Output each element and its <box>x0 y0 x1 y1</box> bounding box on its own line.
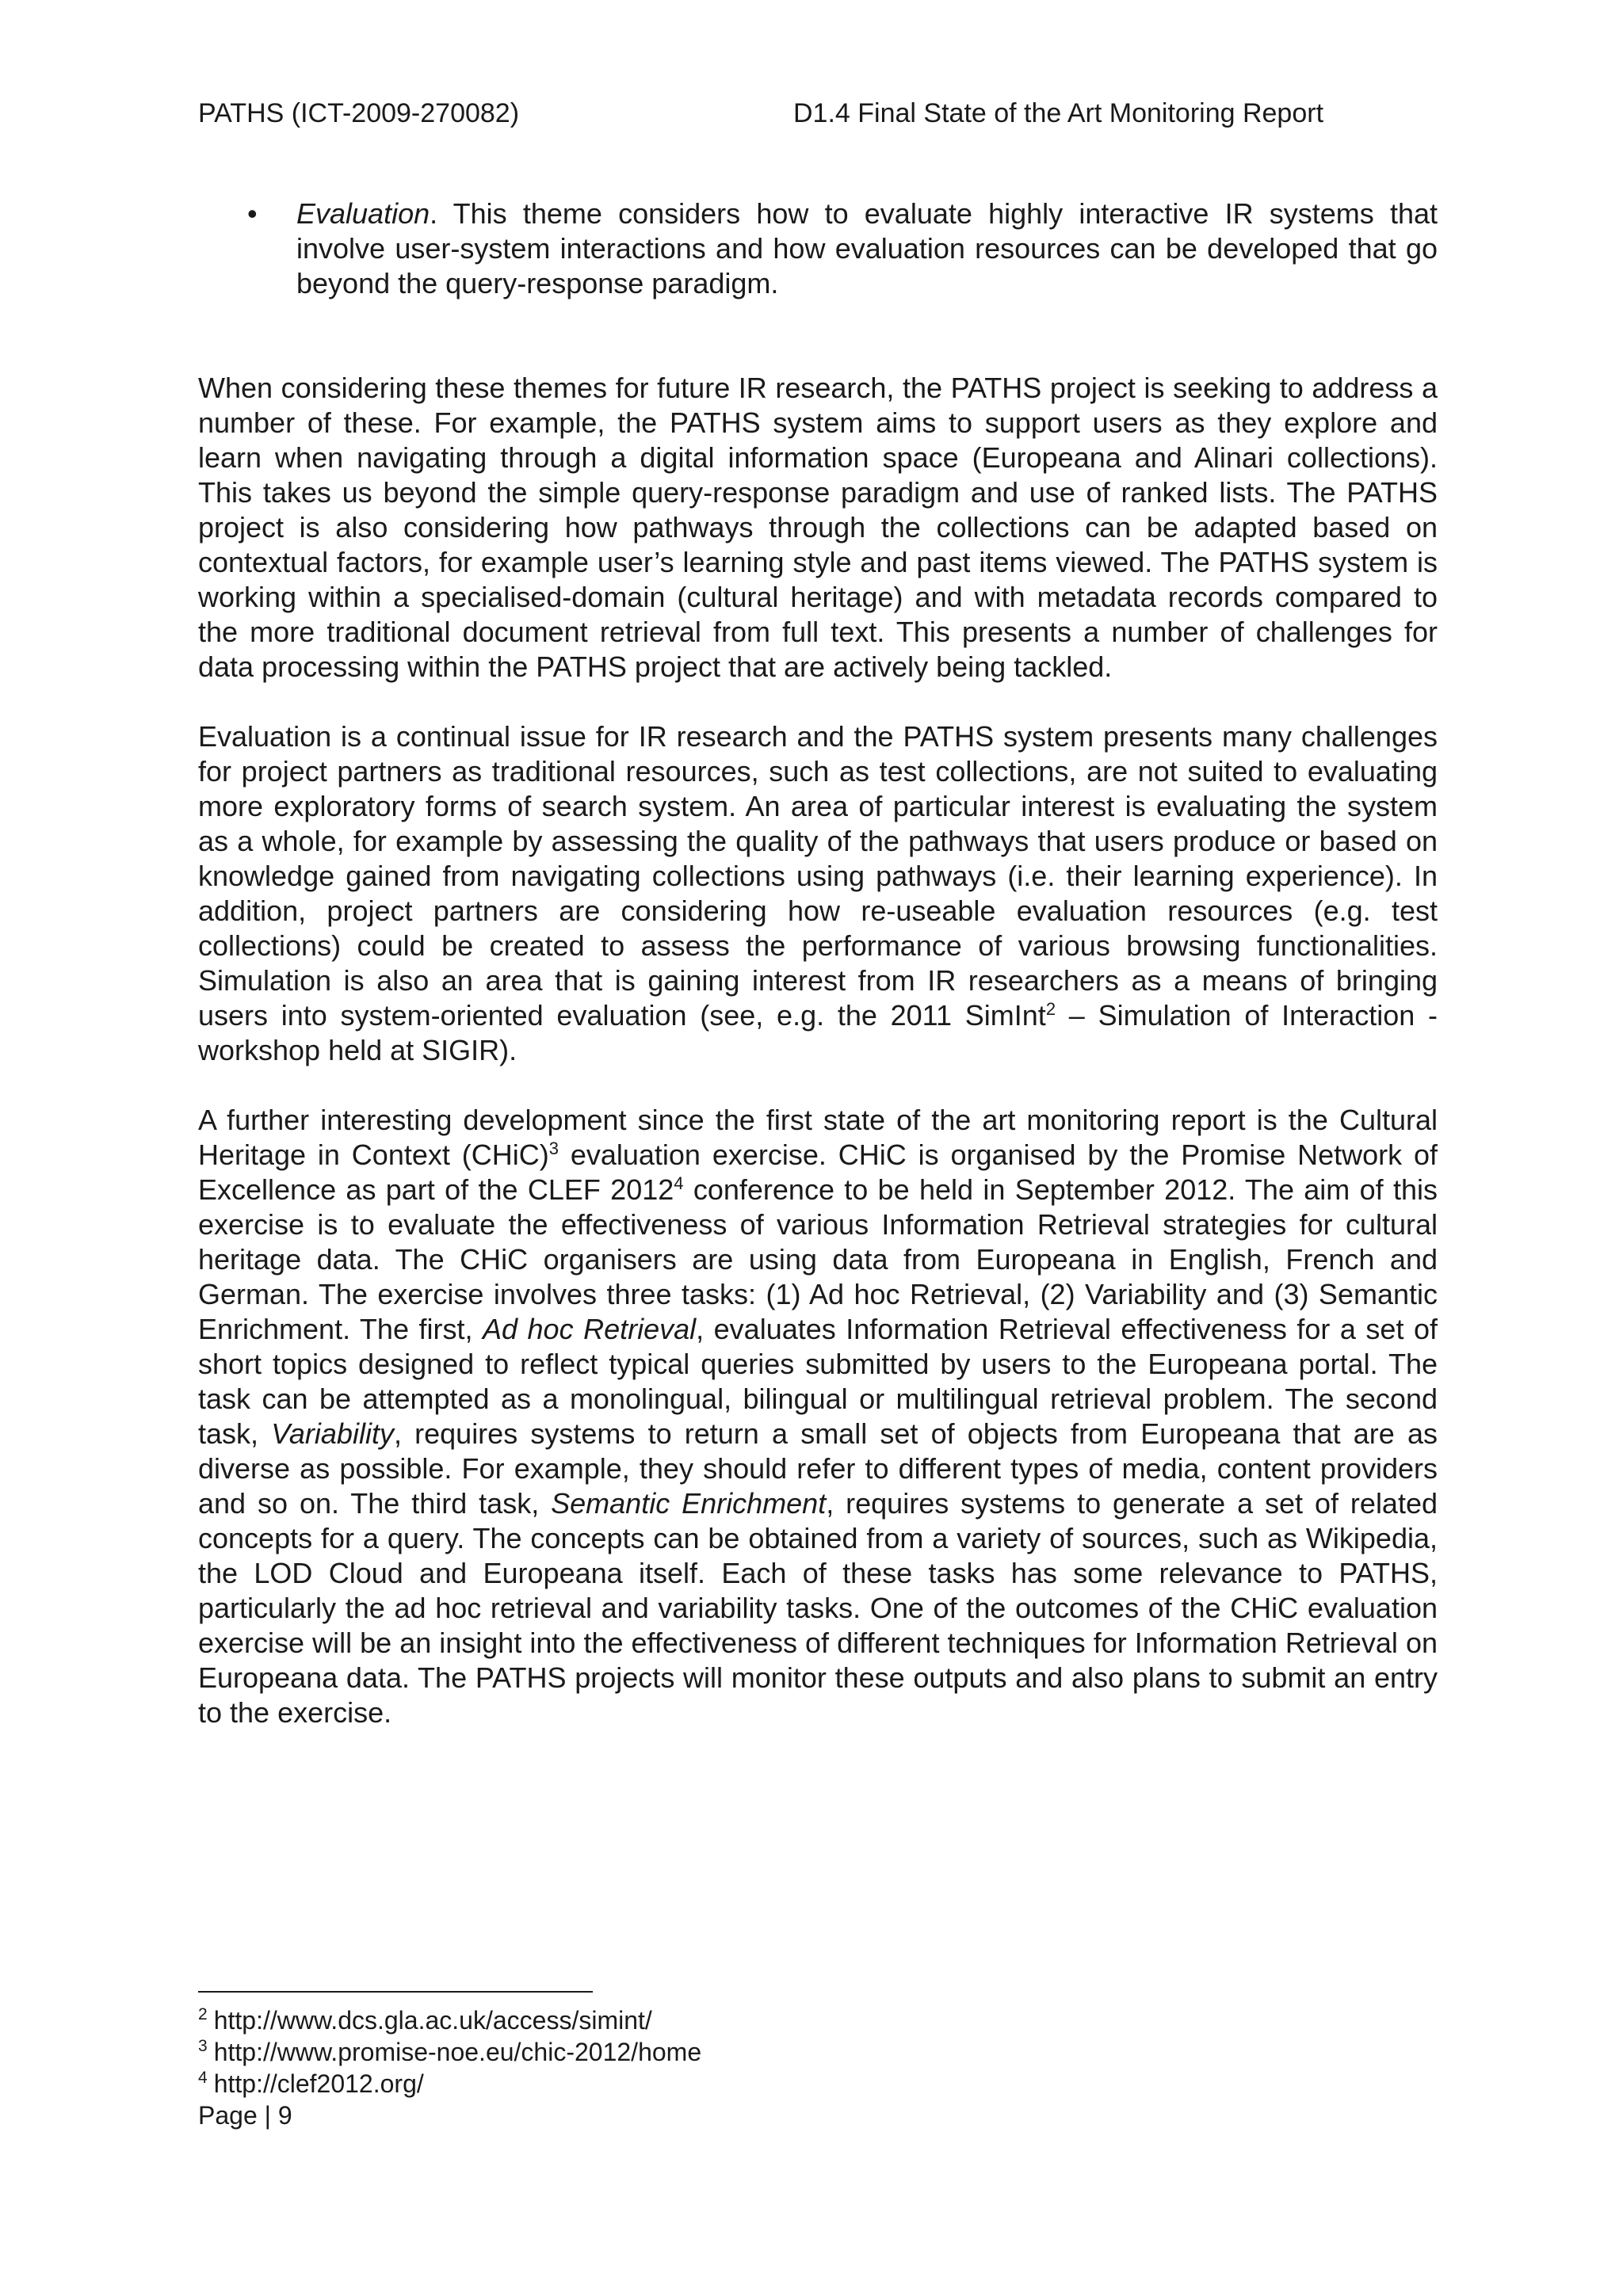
footnote-divider <box>198 1991 593 1993</box>
paragraph-3-text-b: evaluation exercise. CHiC is organised by the Promise Network of Excellence as part of the CLEF 2012 <box>198 1138 1438 1206</box>
header-project-id: PATHS (ICT-2009-270082) <box>198 98 520 128</box>
bullet-item-evaluation <box>198 196 1438 301</box>
page-number: Page | 9 <box>198 2101 292 2130</box>
bullet-icon: • <box>247 197 258 230</box>
bullet-term: Evaluation <box>296 197 430 230</box>
footnote-2 <box>198 2004 1149 2036</box>
header-report-title: D1.4 Final State of the Art Monitoring Report <box>793 98 1324 128</box>
paragraph-3-text-e: , requires systems to return a small set of objects from Europeana that are as diverse as possible. For example, they should refer to different types of media, content providers and so on. The third task, <box>198 1417 1438 1520</box>
paragraph-3 <box>198 1103 1438 1730</box>
footnote-ref-3: 3 <box>548 1138 559 1158</box>
task-name-semantic-enrichment: Semantic Enrichment <box>551 1487 827 1520</box>
footnote-3 <box>198 2036 1149 2068</box>
footnotes <box>198 2004 1149 2131</box>
bullet-description: . This theme considers how to evaluate highly interactive IR systems that involve user-system interactions and how evaluation resources can be developed that go beyond the query-response paradigm. <box>296 197 1438 299</box>
paragraph-2-text-a: Evaluation is a continual issue for IR research and the PATHS system presents many challenges for project partners as traditional resources, such as test collections, are not suited to evaluating more exploratory forms of search system. An area of particular interest is evaluating the system as a whole, for example by assessing the quality of the pathways that users produce or based on knowledge gained from navigating collections using pathways (i.e. their learning experience). In addition, project partners are considering how re-useable evaluation resources (e.g. test collections) could be created to assess the performance of various browsing functionalities. Simulation is also an area that is gaining interest from IR researchers as a means of bringing users into system-oriented evaluation (see, e.g. the 2011 SimInt <box>198 720 1438 1032</box>
paragraph-3-text-d: , evaluates Information Retrieval effectiveness for a set of short topics designed to reflect typical queries submitted by users to the Europeana portal. The task can be attempted as a monolingual, bilingual or multilingual retrieval problem. The second task, <box>198 1313 1438 1450</box>
footnote-number: 4 <box>198 2069 208 2088</box>
footnote-link[interactable]: http://clef2012.org/ <box>213 2069 424 2098</box>
paragraph-1: When considering these themes for future IR research, the PATHS project is seeking to address a number of these. For example, the PATHS system aims to support users as they explore and learn when navigating through a digital information space (Europeana and Alinari collections). This takes us beyond the simple query-response paradigm and use of ranked lists. The PATHS project is also considering how pathways through the collections can be adapted based on contextual factors, for example user’s learning style and past items viewed. The PATHS system is working within a specialised-domain (cultural heritage) and with metadata records compared to the more traditional document retrieval from full text. This presents a number of challenges for data processing within the PATHS project that are actively being tackled. <box>198 372 1438 683</box>
footnote-4 <box>198 2068 1149 2100</box>
paragraph-3-text-f: , requires systems to generate a set of related concepts for a query. The concepts can be obtained from a variety of sources, such as Wikipedia, the LOD Cloud and Europeana itself. Each of these tasks has some relevance to PATHS, particularly the ad hoc retrieval and variability tasks. One of the outcomes of the CHiC evaluation exercise will be an insight into the effectiveness of different techniques for Information Retrieval on Europeana data. The PATHS projects will monitor these outputs and also plans to submit an entry to the exercise. <box>198 1487 1438 1729</box>
body-text <box>198 371 1438 1765</box>
paragraph-3-text-c: conference to be held in September 2012. The aim of this exercise is to evaluate the effectiveness of various Information Retrieval strategies for cultural heritage data. The CHiC organisers are using data from Europeana in English, French and German. The exercise involves three tasks: (1) Ad hoc Retrieval, (2) Variability and (3) Semantic Enrichment. The first, <box>198 1173 1438 1345</box>
footnote-number: 2 <box>198 2005 208 2024</box>
footnote-number: 3 <box>198 2037 208 2056</box>
bullet-text <box>296 196 1438 301</box>
paragraph-3-text-a: A further interesting development since the first state of the art monitoring report is the Cultural Heritage in Context (CHiC) <box>198 1104 1438 1171</box>
paragraph-2 <box>198 719 1438 1068</box>
task-name-variability: Variability <box>271 1417 394 1450</box>
task-name-ad-hoc: Ad hoc Retrieval <box>482 1313 697 1345</box>
footnote-ref-2: 2 <box>1045 999 1056 1019</box>
footnote-ref-4: 4 <box>674 1173 684 1193</box>
paragraph-2-text-b: – Simulation of Interaction - workshop held at SIGIR). <box>198 999 1438 1066</box>
footnote-link[interactable]: http://www.promise-noe.eu/chic-2012/home <box>213 2038 702 2066</box>
footnote-link[interactable]: http://www.dcs.gla.ac.uk/access/simint/ <box>213 2006 652 2035</box>
